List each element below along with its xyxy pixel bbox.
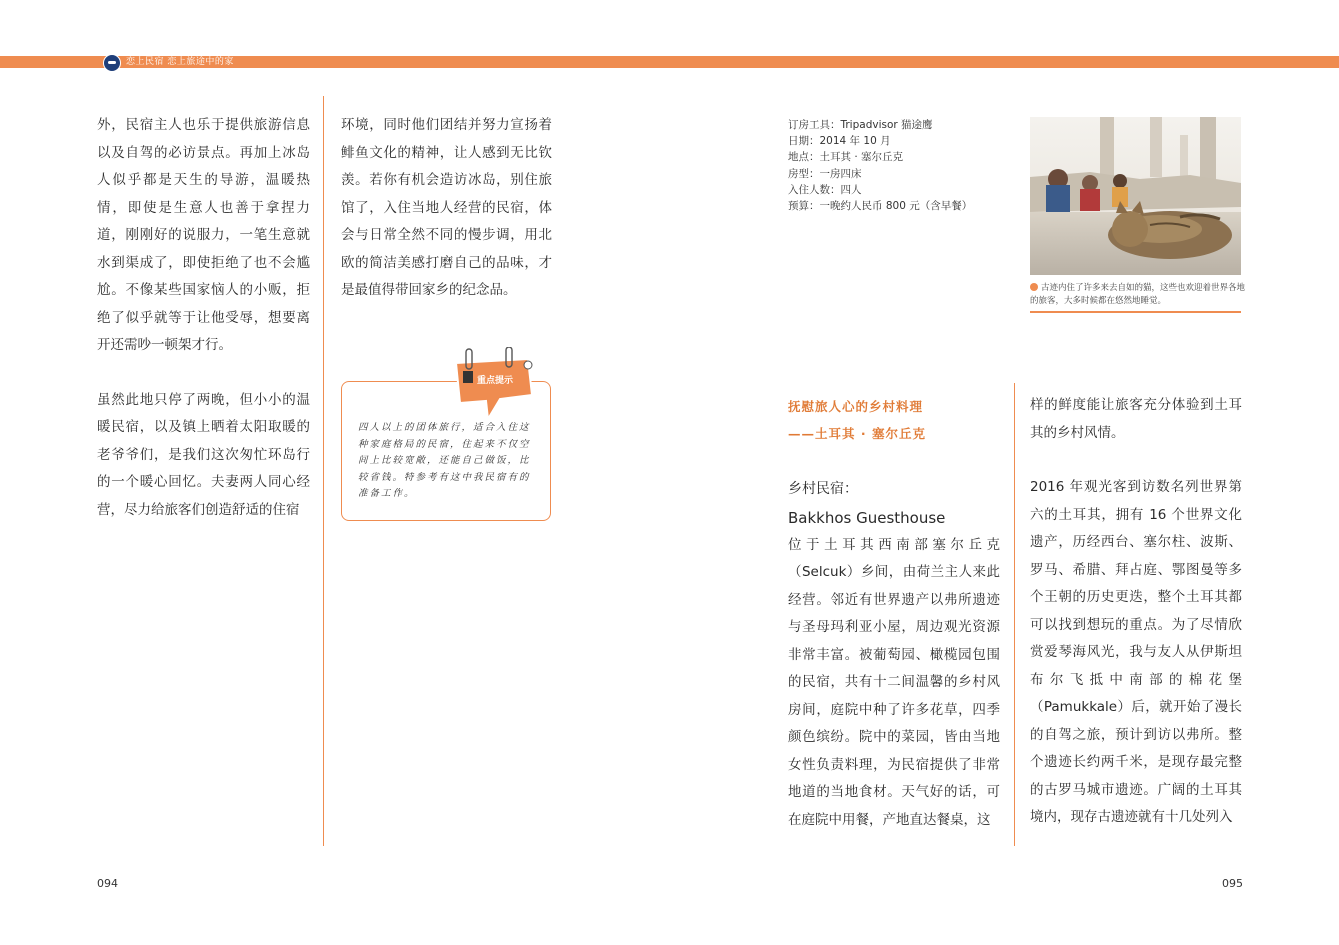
- caption-text: 古迹内住了许多来去自如的猫，这些也欢迎着世界各地的旅客，大多时候都在悠然地睡觉。: [1030, 283, 1246, 306]
- right-column-2: [1030, 392, 1242, 832]
- caption-underline: [1030, 311, 1241, 313]
- paragraph: 2016 年观光客到访数名列世界第六的土耳其，拥有 16 个世界文化遗产，历经西台、塞尔柱、波斯、罗马、希腊、拜占庭、鄂图曼等多个王朝的历史更迭，整个土耳其都可以找到想玩的重点。为了尽情欣赏爱琴海风光，我与友人从伊斯坦布尔飞抵中南部的棉花堡（Pamukkale）后，就开始了漫长的自驾之旅，预计到访以弗所。整个遗迹长约两千米，是现存最完整的古罗马城市遗迹。广阔的土耳其境内，现存古遗迹就有十几处列入: [1030, 479, 1242, 825]
- heading-line: 抚慰旅人心的乡村料理: [788, 399, 924, 414]
- section-heading: [788, 393, 926, 447]
- callout-text: 四人以上的团体旅行，适合入住这种家庭格局的民宿，住起来不仅空间上比较宽敞，还能自己做饭，比较省钱。特参考有这中我民宿有的准备工作。: [358, 422, 531, 499]
- column-divider: [1014, 383, 1015, 846]
- paragraph: 位于土耳其西南部塞尔丘克（Selcuk）乡间，由荷兰主人来此经营。邻近有世界遗产以弗所遗迹与圣母玛利亚小屋，周边观光资源非常丰富。被葡萄园、橄榄园包围的民宿，共有十二间温馨的乡村风房间，庭院中种了许多花草，四季颜色缤纷。院中的菜园，皆由当地女性负责料理，为民宿提供了非常地道的当地食材。天气好的话，可在庭院中用餐，产地直达餐桌，这: [788, 536, 1000, 828]
- column-divider: [323, 96, 324, 846]
- page-number-left: 094: [97, 877, 118, 890]
- info-line: 日期：2014 年 10 月: [788, 135, 891, 148]
- paragraph: 样的鲜度能让旅客充分体验到土耳其的乡村风情。: [1030, 397, 1242, 441]
- logo-icon: [103, 54, 121, 72]
- info-line: 入住人数：四人: [788, 183, 862, 196]
- callout-title: 重点提示: [477, 376, 514, 386]
- left-column-1: [97, 112, 310, 524]
- heading-line: ——土耳其 · 塞尔丘克: [788, 426, 926, 441]
- right-column-1: [788, 476, 1000, 834]
- info-line: 预算：一晚约人民币 800 元（含早餐）: [788, 200, 973, 213]
- bullet-icon: [1030, 283, 1038, 291]
- paragraph: 环境，同时他们团结并努力宣扬着鲱鱼文化的精神，让人感到无比钦羡。若你有机会造访冰岛，别住旅馆了，入住当地人经营的民宿，体会与日常全然不同的慢步调，用北欧的简洁美感打磨自己的品味，才是最值得带回家乡的纪念品。: [341, 117, 552, 298]
- paragraph: 外，民宿主人也乐于提供旅游信息以及自驾的必访景点。再加上冰岛人似乎都是天生的导游，温暖热情，即使是生意人也善于拿捏力道，刚刚好的说服力，一笔生意就水到渠成了，即使拒绝了也不会尴尬。不像某些国家恼人的小贩，拒绝了似乎就等于让他受辱，想要离开还需吵一顿架才行。: [97, 117, 310, 353]
- info-line: 地点：土耳其 · 塞尔丘克: [788, 151, 904, 164]
- photo-caption: [1030, 282, 1245, 307]
- header-title: 恋上民宿 恋上旅途中的家: [126, 57, 234, 67]
- booking-info: [788, 117, 972, 214]
- guesthouse-label: 乡村民宿：: [788, 481, 858, 497]
- info-line: 房型：一房四床: [788, 167, 862, 180]
- page-number-right: 095: [1222, 877, 1243, 890]
- paragraph: 虽然此地只停了两晚，但小小的温暖民宿，以及镇上晒着太阳取暖的老爷爷们，是我们这次匆忙环岛行的一个暖心回忆。夫妻两人同心经营，尽力给旅客们创造舒适的住宿: [97, 391, 310, 518]
- left-column-2: [341, 112, 552, 305]
- info-line: 订房工具：Tripadvisor 猫途鹰: [788, 119, 933, 131]
- guesthouse-name: Bakkhos Guesthouse: [788, 508, 946, 527]
- cat-ruins-photo: [1030, 117, 1241, 275]
